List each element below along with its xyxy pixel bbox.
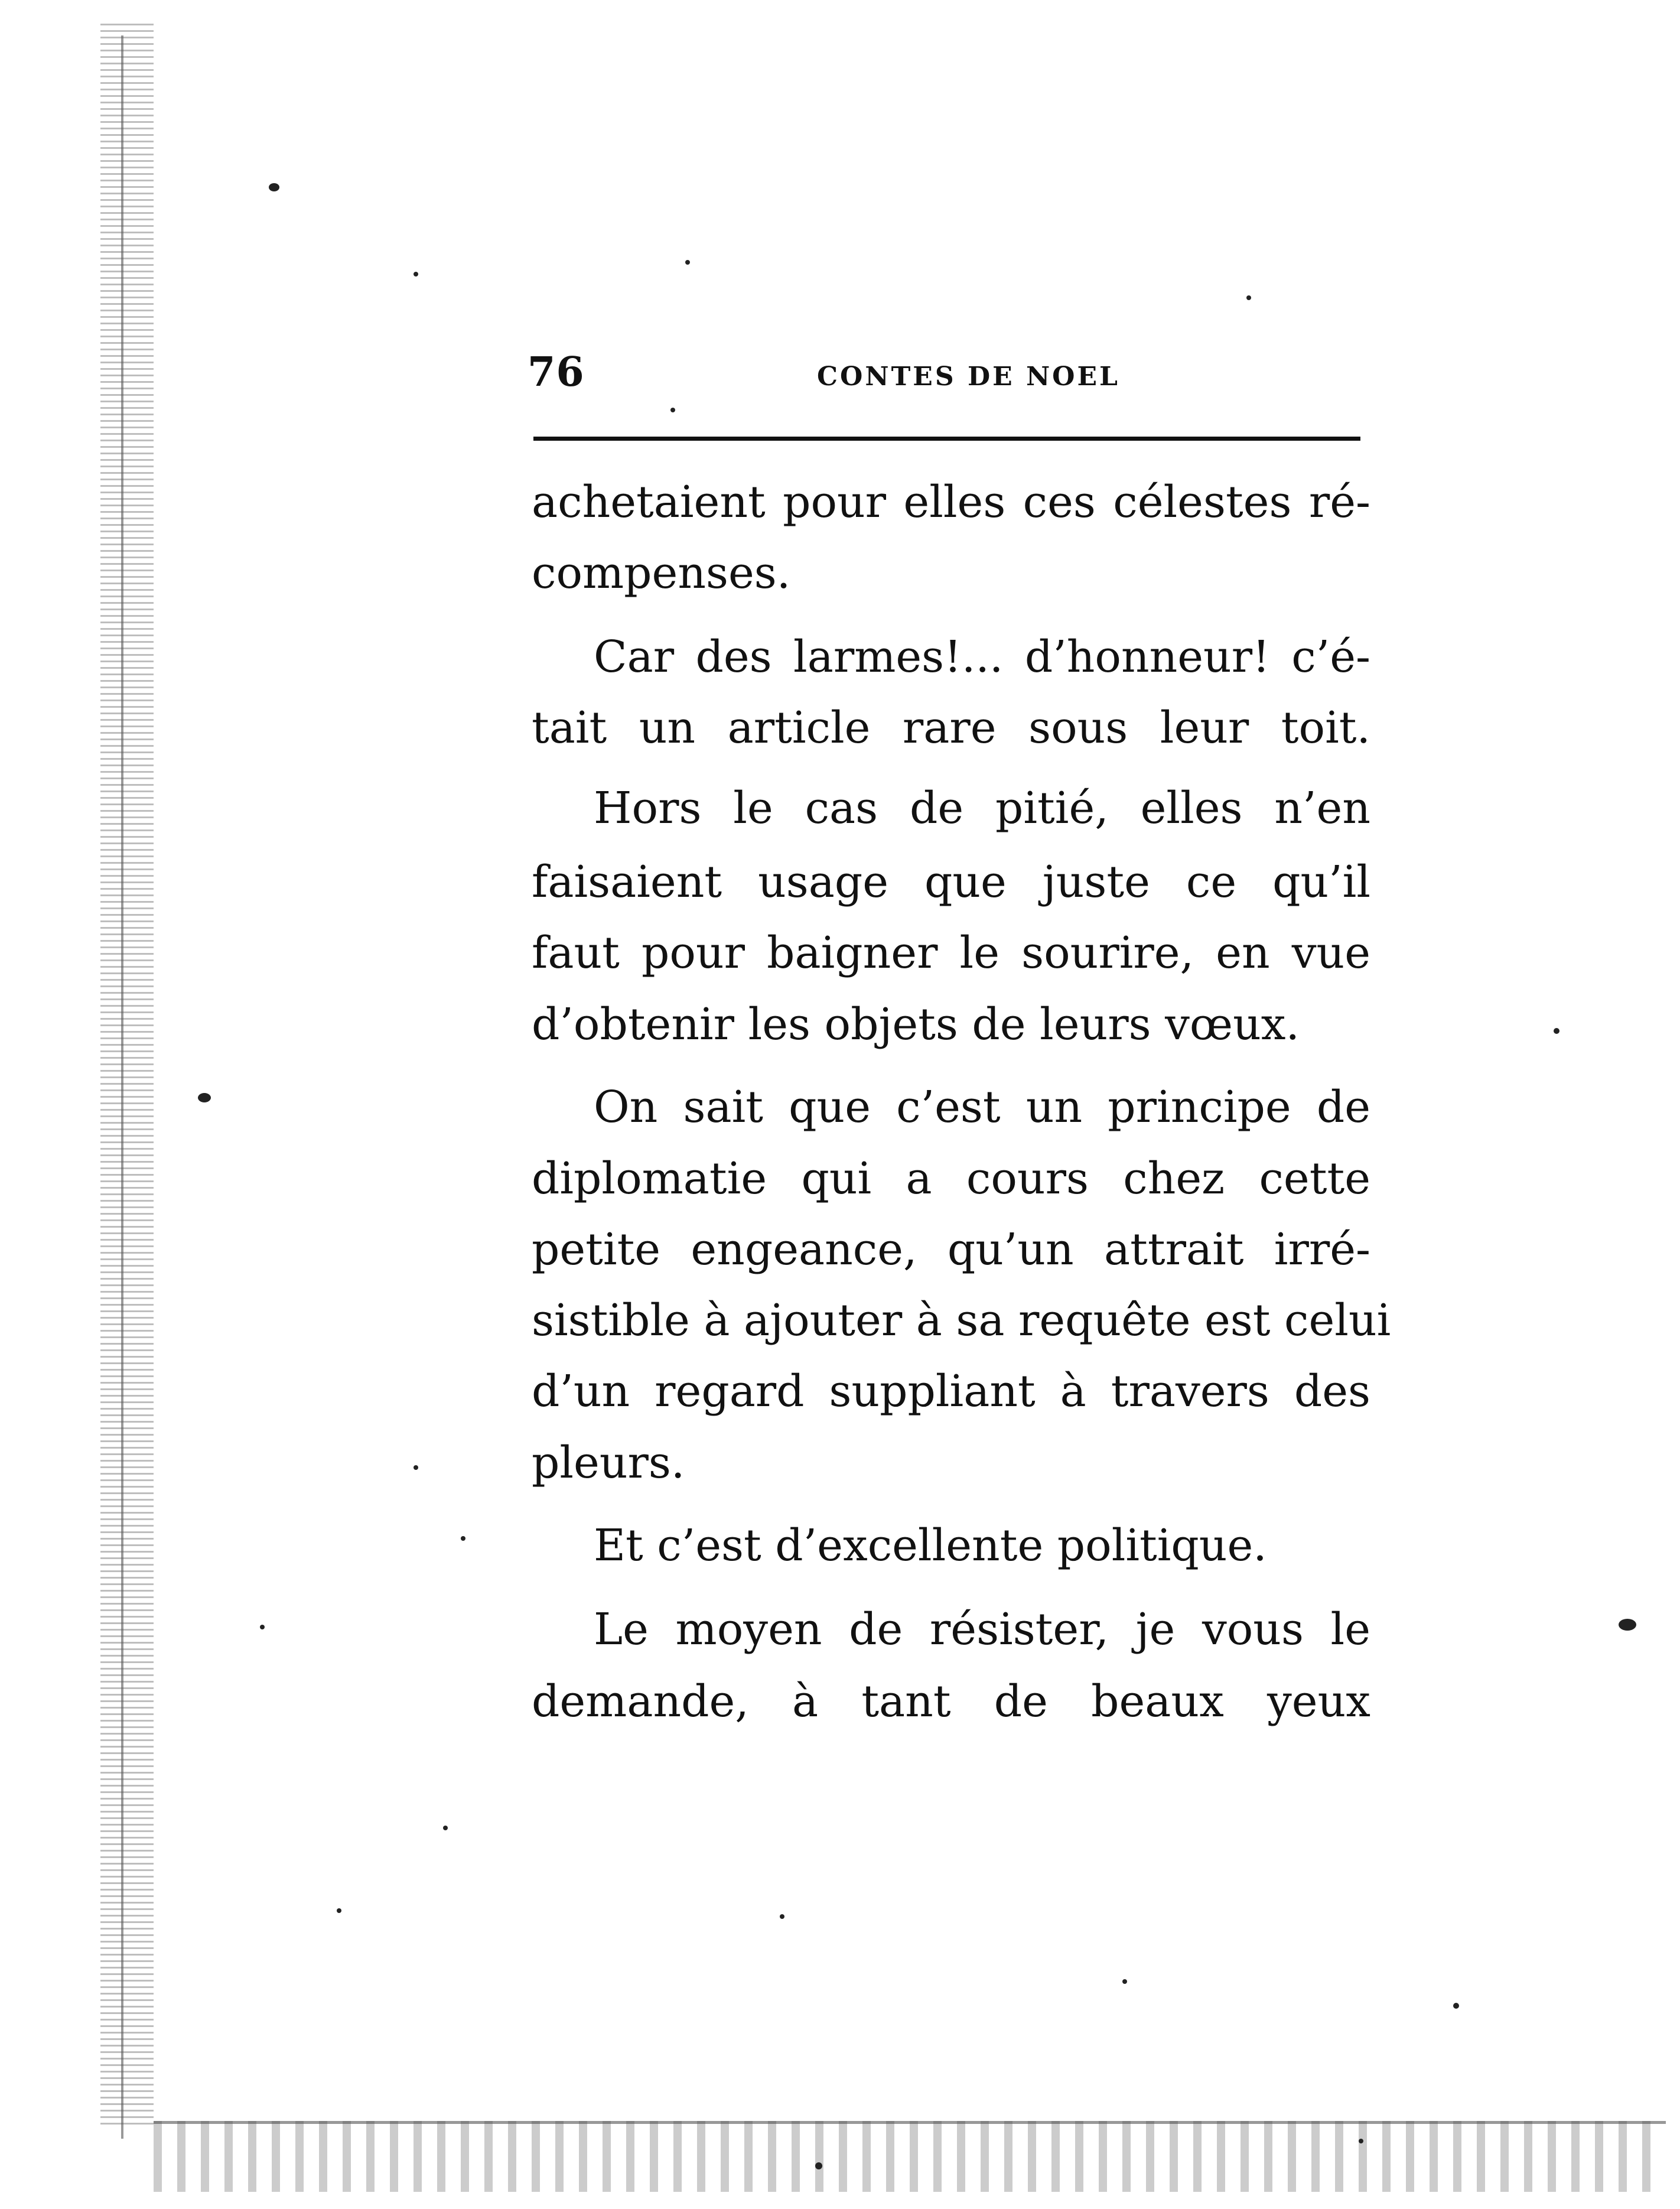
- scan-speck: [443, 1826, 448, 1830]
- binding-edge-line: [121, 35, 123, 2139]
- scan-speck: [1453, 2003, 1459, 2009]
- text-line: Hors le cas de pitié, elles n’en: [594, 783, 1370, 834]
- bottom-edge-line: [154, 2121, 1666, 2124]
- scan-speck: [414, 1465, 418, 1470]
- header-rule: [533, 437, 1360, 441]
- scan-speck: [670, 408, 675, 412]
- text-line: achetaient pour elles ces célestes ré-: [532, 477, 1370, 528]
- text-line: Car des larmes!... d’honneur! c’é-: [594, 632, 1370, 682]
- running-header: [528, 349, 1360, 402]
- text-line: pleurs.: [532, 1437, 685, 1488]
- scan-speck: [260, 1625, 265, 1629]
- running-title: CONTES DE NOEL: [817, 362, 1120, 392]
- scan-speck: [1359, 2139, 1363, 2143]
- text-line: Le moyen de résister, je vous le: [594, 1604, 1370, 1655]
- binding-edge-texture: [100, 24, 154, 2127]
- page-number: 76: [528, 349, 585, 396]
- text-line: faut pour baigner le sourire, en vue: [532, 928, 1370, 978]
- scan-speck: [1122, 1979, 1127, 1984]
- scan-speck: [780, 1914, 784, 1919]
- text-line: Et c’est d’excellente politique.: [594, 1520, 1267, 1571]
- text-line: d’un regard suppliant à travers des: [532, 1366, 1370, 1417]
- text-line: petite engeance, qu’un attrait irré-: [532, 1224, 1370, 1275]
- text-line: faisaient usage que juste ce qu’il: [532, 857, 1370, 907]
- scan-speck: [198, 1093, 211, 1102]
- text-line: tait un article rare sous leur toit.: [532, 702, 1370, 753]
- scan-speck: [815, 2162, 822, 2169]
- bottom-edge-texture: [154, 2121, 1666, 2192]
- text-line: demande, à tant de beaux yeux: [532, 1676, 1370, 1727]
- scan-speck: [414, 272, 418, 276]
- scan-speck: [1246, 295, 1251, 300]
- scan-speck: [1619, 1619, 1636, 1631]
- scan-speck: [685, 260, 690, 265]
- scan-speck: [461, 1536, 465, 1541]
- scan-speck: [269, 183, 279, 191]
- text-line: compenses.: [532, 548, 791, 598]
- text-line: diplomatie qui a cours chez cette: [532, 1153, 1370, 1204]
- text-line: On sait que c’est un principe de: [594, 1082, 1370, 1133]
- scan-speck: [1554, 1028, 1559, 1034]
- text-line: sistible à ajouter à sa requête est celui: [532, 1295, 1391, 1346]
- scan-speck: [337, 1908, 341, 1913]
- text-line: d’obtenir les objets de leurs vœux.: [532, 999, 1300, 1050]
